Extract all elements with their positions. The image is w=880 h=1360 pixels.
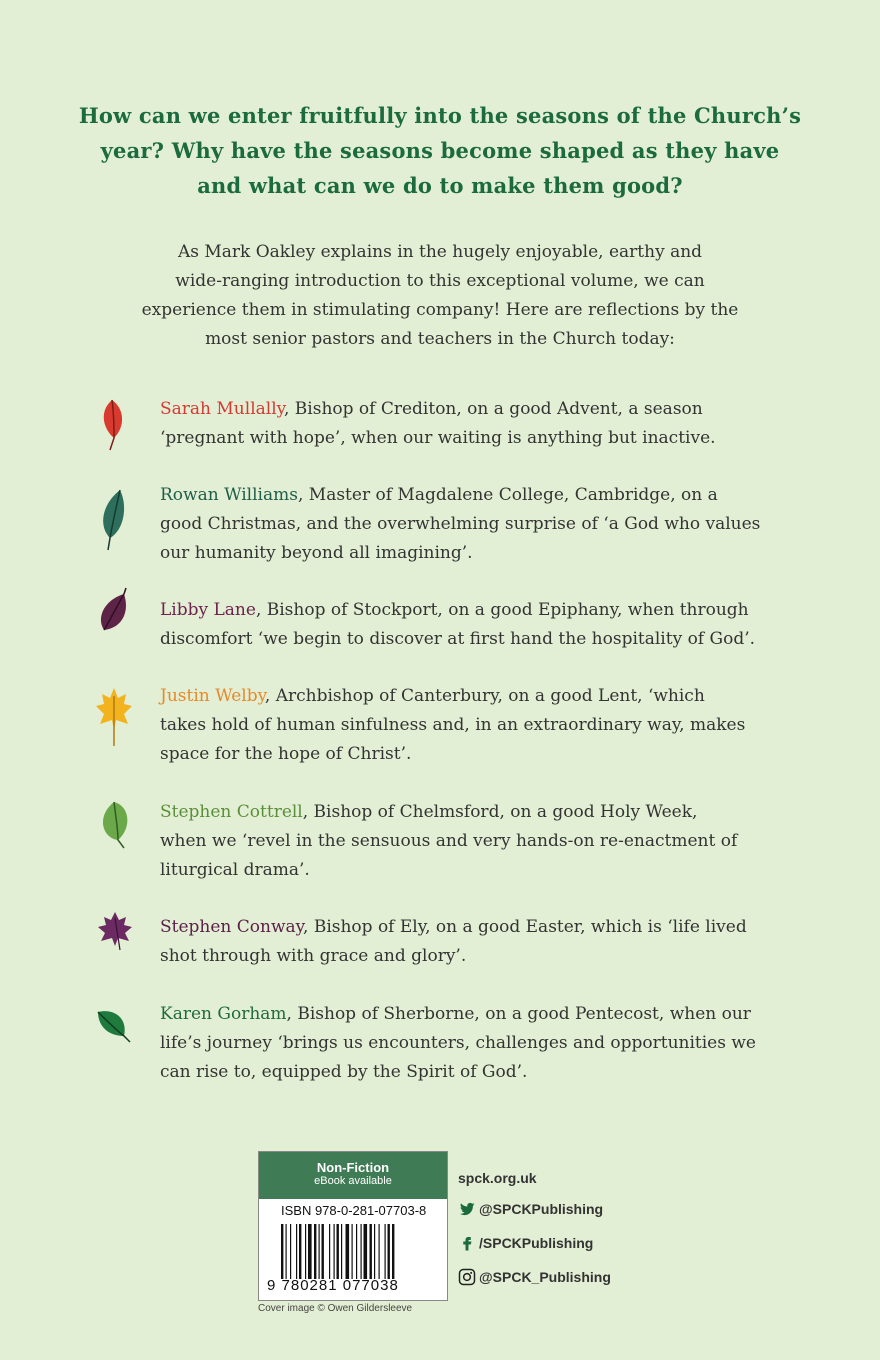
red-leaf-icon bbox=[94, 396, 130, 452]
entry-text: when we ‘revel in the sensuous and very hands-on re-enactment of bbox=[160, 831, 738, 851]
entry-text: discomfort ‘we begin to discover at first hand the hospitality of God’. bbox=[160, 629, 756, 649]
entry-libby-lane bbox=[160, 596, 800, 654]
green-round-leaf-icon bbox=[94, 798, 134, 850]
entry-text: liturgical drama’. bbox=[160, 860, 310, 880]
entry-name: Justin Welby bbox=[160, 686, 265, 706]
entry-justin-welby bbox=[160, 682, 800, 769]
cover-credit: Cover image © Owen Gildersleeve bbox=[258, 1303, 413, 1314]
entry-name: Libby Lane bbox=[160, 600, 256, 620]
entry-text: can rise to, equipped by the Spirit of God’. bbox=[160, 1062, 528, 1082]
instagram-handle: @SPCK_Publishing bbox=[479, 1269, 611, 1285]
entry-text: , Bishop of Chelmsford, on a good Holy Week, bbox=[302, 802, 698, 822]
entry-text: life’s journey ‘brings us encounters, challenges and opportunities we bbox=[160, 1033, 756, 1053]
entry-stephen-conway bbox=[160, 913, 800, 971]
entry-text: , Bishop of Ely, on a good Easter, which is ‘life lived bbox=[303, 917, 747, 937]
teal-leaf-icon bbox=[94, 486, 130, 554]
facebook-handle: /SPCKPublishing bbox=[479, 1235, 594, 1251]
headline-line-2: year? Why have the seasons become shaped as they have bbox=[100, 138, 780, 163]
entry-text: space for the hope of Christ’. bbox=[160, 744, 412, 764]
category-banner bbox=[259, 1152, 447, 1199]
entry-text: , Master of Magdalene College, Cambridge, on a bbox=[297, 485, 718, 505]
dark-green-leaf-icon bbox=[94, 1006, 134, 1046]
barcode-digits: 9 780281 077038 bbox=[267, 1277, 399, 1294]
entry-text: , Archbishop of Canterbury, on a good Lent, ‘which bbox=[264, 686, 705, 706]
entry-text: good Christmas, and the overwhelming surprise of ‘a God who values bbox=[160, 514, 761, 534]
website-link[interactable]: spck.org.uk bbox=[458, 1170, 537, 1186]
category-label: Non-Fiction bbox=[316, 1160, 390, 1175]
twitter-row[interactable] bbox=[458, 1200, 603, 1218]
instagram-row[interactable] bbox=[458, 1268, 611, 1286]
entry-name: Stephen Cottrell bbox=[160, 802, 303, 822]
yellow-maple-leaf-icon bbox=[94, 686, 134, 750]
isbn-text: ISBN 978-0-281-07703-8 bbox=[281, 1203, 427, 1218]
entry-text: shot through with grace and glory’. bbox=[160, 946, 467, 966]
intro-paragraph bbox=[100, 238, 780, 354]
entry-name: Karen Gorham bbox=[160, 1004, 287, 1024]
intro-line-4: most senior pastors and teachers in the Church today: bbox=[205, 329, 675, 349]
entry-stephen-cottrell bbox=[160, 798, 800, 885]
facebook-row[interactable] bbox=[458, 1234, 593, 1252]
entry-text: takes hold of human sinfulness and, in an extraordinary way, makes bbox=[160, 715, 746, 735]
intro-line-1: As Mark Oakley explains in the hugely enjoyable, earthy and bbox=[177, 242, 703, 262]
entry-text: our humanity beyond all imagining’. bbox=[160, 543, 473, 563]
facebook-icon bbox=[458, 1234, 476, 1252]
entry-text: ‘pregnant with hope’, when our waiting is anything but inactive. bbox=[160, 428, 716, 448]
entry-name: Sarah Mullally bbox=[160, 399, 284, 419]
headline-line-3: and what can we do to make them good? bbox=[197, 173, 683, 198]
twitter-icon bbox=[458, 1200, 476, 1218]
entry-sarah-mullally bbox=[160, 395, 800, 453]
entry-text: , Bishop of Crediton, on a good Advent, a season bbox=[283, 399, 703, 419]
purple-leaf-icon bbox=[94, 586, 132, 636]
intro-line-2: wide-ranging introduction to this exceptional volume, we can bbox=[175, 271, 705, 291]
entry-karen-gorham bbox=[160, 1000, 800, 1087]
entry-text: , Bishop of Stockport, on a good Epiphany, when through bbox=[255, 600, 749, 620]
barcode-bars bbox=[281, 1224, 431, 1279]
entry-rowan-williams bbox=[160, 481, 800, 568]
entry-text: , Bishop of Sherborne, on a good Pentecost, when our bbox=[286, 1004, 751, 1024]
ebook-label: eBook available bbox=[314, 1175, 392, 1187]
purple-maple-leaf-icon bbox=[96, 910, 134, 952]
headline-line-1: How can we enter fruitfully into the seasons of the Church’s bbox=[78, 103, 802, 128]
twitter-handle: @SPCKPublishing bbox=[479, 1201, 604, 1217]
entry-name: Stephen Conway bbox=[160, 917, 304, 937]
headline bbox=[60, 98, 820, 203]
instagram-icon bbox=[458, 1268, 476, 1286]
entry-name: Rowan Williams bbox=[160, 485, 298, 505]
barcode-box bbox=[258, 1151, 448, 1301]
intro-line-3: experience them in stimulating company! Here are reflections by the bbox=[141, 300, 739, 320]
